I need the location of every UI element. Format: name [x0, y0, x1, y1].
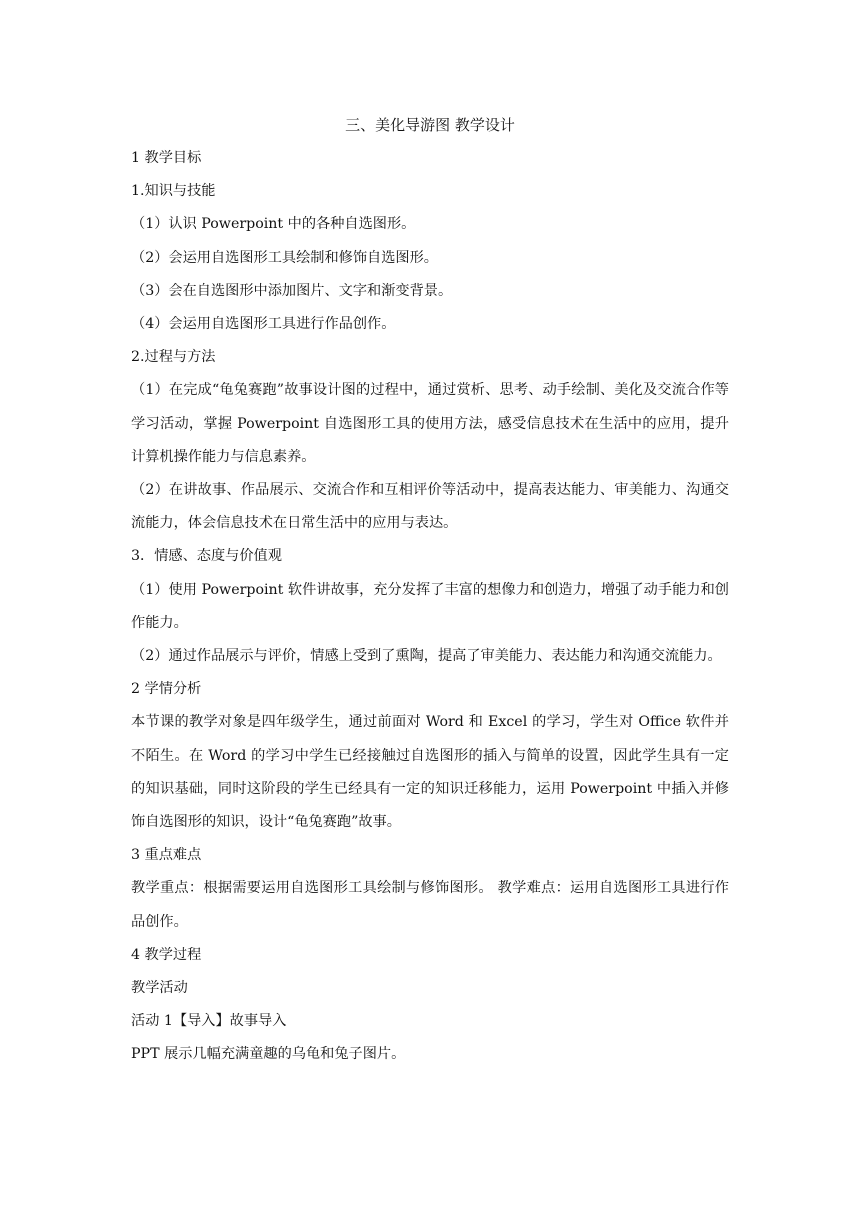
paragraph: （1）使用 Powerpoint 软件讲故事，充分发挥了丰富的想像力和创造力，增强了动手能力和创作能力。: [131, 581, 729, 631]
paragraph: （2）会运用自选图形工具绘制和修饰自选图形。: [131, 249, 438, 266]
paragraph: （1）认识 Powerpoint 中的各种自选图形。: [131, 216, 416, 233]
paragraph: （2）在讲故事、作品展示、交流合作和互相评价等活动中，提高表达能力、审美能力、沟通交流能力，体会信息技术在日常生活中的应用与表达。: [131, 482, 729, 532]
paragraph: （1）在完成“龟兔赛跑”故事设计图的过程中，通过赏析、思考、动手绘制、美化及交流合作等学习活动，掌握 Powerpoint 自选图形工具的使用方法，感受信息技术在生活中的应用，提升计算机操作能力与信息素养。: [131, 382, 729, 465]
paragraph: 本节课的教学对象是四年级学生，通过前面对 Word 和 Excel 的学习，学生对 Office 软件并不陌生。在 Word 的学习中学生已经接触过自选图形的插入与简单的设置，因此学生具有一定的知识基础，同时这阶段的学生已经具有一定的知识迁移能力，运用 Powerpoint 中插入并修饰自选图形的知识，设计“龟兔赛跑”故事。: [131, 714, 729, 831]
paragraph: （3）会在自选图形中添加图片、文字和渐变背景。: [131, 282, 453, 299]
section-heading-key-points: 3 重点难点: [131, 847, 202, 864]
paragraph: （2）通过作品展示与评价，情感上受到了熏陶，提高了审美能力、表达能力和沟通交流能力。: [131, 648, 722, 665]
subheading-teaching-activities: 教学活动: [131, 980, 188, 997]
paragraph: PPT 展示几幅充满童趣的乌龟和兔子图片。: [131, 1046, 406, 1063]
subheading-knowledge-skills: 1.知识与技能: [131, 183, 216, 200]
paragraph: 教学重点：根据需要运用自选图形工具绘制与修饰图形。 教学难点：运用自选图形工具进行作品创作。: [131, 880, 729, 930]
section-heading-teaching-goals: 1 教学目标: [131, 150, 202, 166]
subheading-emotions-values: 3．情感、态度与价值观: [131, 548, 282, 565]
section-heading-teaching-process: 4 教学过程: [131, 946, 202, 963]
activity-heading: 活动 1【导入】故事导入: [131, 1013, 287, 1030]
subheading-process-methods: 2.过程与方法: [131, 349, 216, 366]
paragraph: （4）会运用自选图形工具进行作品创作。: [131, 316, 396, 333]
document-body: [131, 108, 729, 1072]
document-title: 三、美化导游图 教学设计: [345, 116, 515, 134]
section-heading-student-analysis: 2 学情分析: [131, 681, 202, 698]
